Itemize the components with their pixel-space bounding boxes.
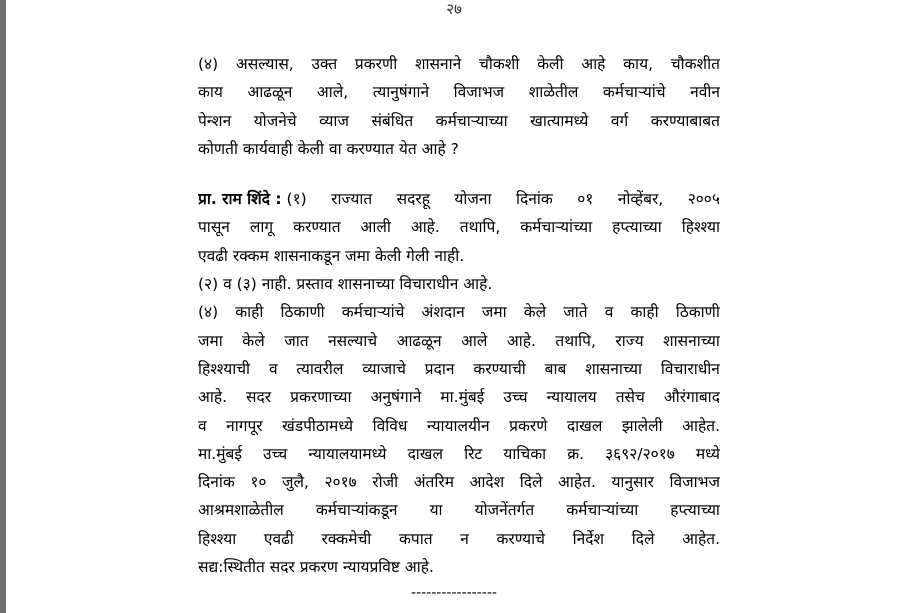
answer-line: (४) काही ठिकाणी कर्मचाऱ्यांचे अंशदान जमा केले जाते व काही ठिकाणी <box>198 303 720 322</box>
answer-line: पासून लागू करण्यात आली आहे. तथापि, कर्मचाऱ्यांच्या हप्त्याच्या हिश्श्या <box>198 218 720 237</box>
answer-line: जमा केले जात नसल्याचे आढळून आले आहे. तथापि, राज्य शासनाच्या <box>198 331 720 350</box>
answer-line: हिश्श्या एवढी रक्कमेची कपात न करण्याचे निर्देश दिले आहेत. <box>198 529 720 548</box>
question-line: (४) असल्यास, उक्त प्रकरणी शासनाने चौकशी केली आहे काय, चौकशीत <box>198 55 720 73</box>
question-line: कोणती कार्यवाही केली वा करण्यात येत आहे ? <box>198 139 459 158</box>
answer-line: दिनांक १० जुलै, २०१७ रोजी अंतरिम आदेश दिले आहेत. यानुसार विजाभज <box>198 473 720 492</box>
document-body <box>198 50 720 581</box>
answer-line: सद्य:स्थितीत सदर प्रकरण न्यायप्रविष्ट आहे. <box>198 558 434 577</box>
answer-line: (१) राज्यात सदरहू योजना दिनांक ०१ नोव्हेंबर, २००५ <box>286 190 720 209</box>
section-separator: ----------------- <box>411 585 497 601</box>
question-line: काय आढळून आले, त्यानुषंगाने विजाभज शाळेतील कर्मचाऱ्यांचे नवीन <box>198 83 720 102</box>
page-number: २७ <box>446 0 462 18</box>
answer-paragraph <box>198 185 720 581</box>
answer-line: आहे. सदर प्रकरणाच्या अनुषंगाने मा.मुंबई उच्च न्यायालय तसेच औरंगाबाद <box>198 388 720 407</box>
question-4-paragraph <box>198 50 720 163</box>
speaker-name: प्रा. राम शिंदे : <box>198 190 282 209</box>
answer-line: (२) व (३) नाही. प्रस्ताव शासनाच्या विचाराधीन आहे. <box>198 275 493 294</box>
answer-line: मा.मुंबई उच्च न्यायालयामध्ये दाखल रिट याचिका क्र. ३६९२/२०१७ मध्ये <box>198 444 720 463</box>
answer-first-line <box>198 185 720 213</box>
answer-line: व नागपूर खंडपीठामध्ये विविध न्यायालयीन प्रकरणे दाखल झालेली आहेत. <box>198 416 720 435</box>
question-line: पेन्शन योजनेचे व्याज संबंधित कर्मचाऱ्याच्या खात्यामध्ये वर्ग करण्याबाबत <box>198 111 720 130</box>
page-left-border <box>0 0 6 613</box>
answer-line: एवढी रक्कम शासनाकडून जमा केली गेली नाही. <box>198 246 465 265</box>
answer-line: हिश्श्याची व त्यावरील व्याजाचे प्रदान करण्याची बाब शासनाच्या विचाराधीन <box>198 359 720 378</box>
answer-line: आश्रमशाळेतील कर्मचाऱ्यांकडून या योजनेंतर्गत कर्मचाऱ्यांच्या हप्त्याच्या <box>198 501 720 520</box>
